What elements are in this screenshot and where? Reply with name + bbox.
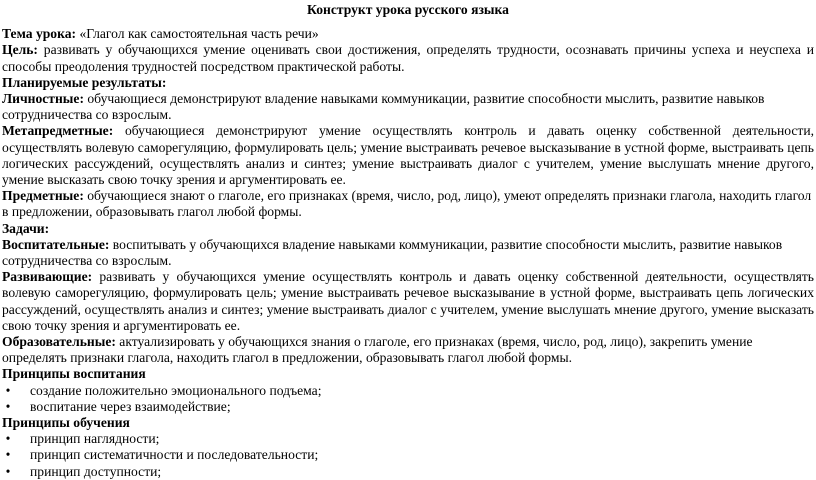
results-heading: Планируемые результаты: — [2, 74, 167, 90]
list-item — [2, 399, 814, 415]
educational-task-label: Образовательные: — [2, 334, 116, 350]
list-item — [2, 383, 814, 399]
meta-results-label: Метапредметные: — [2, 123, 114, 139]
developing-task-text: развивать у обучающихся умение осуществлять контроль и давать оценку собственной деятельности, осуществлять волевую саморегуляцию, формулировать цель; умение выстраивать речевое высказывание в устной форме, выстраивать цепь логических рассуждений, осуществлять анализ и синтез; умение выстраивать диалог с учителем, умение выслушать мнение другого, умение высказать свою точку зрения и аргументировать ее. — [2, 269, 814, 333]
subject-results-text: обучающиеся знают о глаголе, его признаках (время, число, род, лицо), умеют определять признаки глагола, находить глагол в предложении, образовывать глагол любой формы. — [2, 188, 812, 220]
personal-results-label: Личностные: — [2, 91, 84, 107]
list-item-text: принцип наглядности; — [30, 431, 160, 447]
upbringing-principles-list — [2, 383, 814, 415]
lesson-topic — [2, 26, 814, 42]
educational-task-text: актуализировать у обучающихся знания о глаголе, его признаках (время, число, род, лицо), закрепить умение определять признаки глагола, находить глагол в предложении, образовывать глагол любой формы. — [2, 334, 753, 366]
personal-results-text: обучающиеся демонстрируют владение навыками коммуникации, развитие способности мыслить, развитие навыков сотрудничества со взрослым. — [2, 91, 765, 123]
lesson-goal-label: Цель: — [2, 42, 38, 58]
bullet-icon: • — [5, 398, 11, 414]
teaching-principles-heading: Принципы обучения — [2, 415, 130, 431]
lesson-goal — [2, 42, 814, 74]
subject-results — [2, 188, 814, 220]
upbringing-principles-heading: Принципы воспитания — [2, 366, 146, 382]
document-page — [2, 2, 814, 480]
lesson-goal-text: развивать у обучающихся умение оценивать свои достижения, определять трудности, осознавать причины успеха и неуспеха и способы преодоления трудностей посредством практической работы. — [2, 42, 814, 74]
list-item-text: принцип систематичности и последовательности; — [30, 447, 319, 463]
meta-results — [2, 123, 814, 188]
list-item-text: воспитание через взаимодействие; — [30, 398, 231, 414]
bullet-icon: • — [5, 382, 11, 398]
list-item — [2, 464, 814, 480]
personal-results — [2, 91, 814, 123]
bullet-icon: • — [5, 431, 11, 447]
developing-task-label: Развивающие: — [2, 269, 93, 285]
developing-task — [2, 269, 814, 334]
bullet-icon: • — [5, 463, 11, 479]
subject-results-label: Предметные: — [2, 188, 84, 204]
meta-results-text: обучающиеся демонстрируют умение осуществлять контроль и давать оценку собственной деятельности, осуществлять волевую саморегуляцию, формулировать цель; умение выстраивать речевое высказывание в устной форме, выстраивать цепь логических рассуждений, осуществлять анализ и синтез; умение выстраивать диалог с учителем, умение выслушать мнение другого, умение высказать свою точку зрения и аргументировать ее. — [2, 123, 814, 188]
upbringing-task-text: воспитывать у обучающихся владение навыками коммуникации, развитие способности мыслить, развитие навыков сотрудничества со взрослым. — [2, 236, 783, 269]
educational-task — [2, 334, 814, 366]
lesson-topic-text: «Глагол как самостоятельная часть речи» — [76, 26, 319, 42]
upbringing-task-label: Воспитательные: — [2, 236, 110, 252]
upbringing-task — [2, 237, 814, 269]
bullet-icon: • — [5, 447, 11, 463]
teaching-principles-list — [2, 431, 814, 480]
list-item — [2, 447, 814, 463]
lesson-topic-label: Тема урока: — [2, 26, 77, 42]
list-item-text: принцип доступности; — [30, 463, 162, 479]
document-title: Конструкт урока русского языка — [307, 2, 509, 17]
list-item-text: создание положительно эмоционального подъема; — [30, 382, 322, 398]
list-item — [2, 431, 814, 447]
tasks-heading: Задачи: — [2, 220, 50, 236]
